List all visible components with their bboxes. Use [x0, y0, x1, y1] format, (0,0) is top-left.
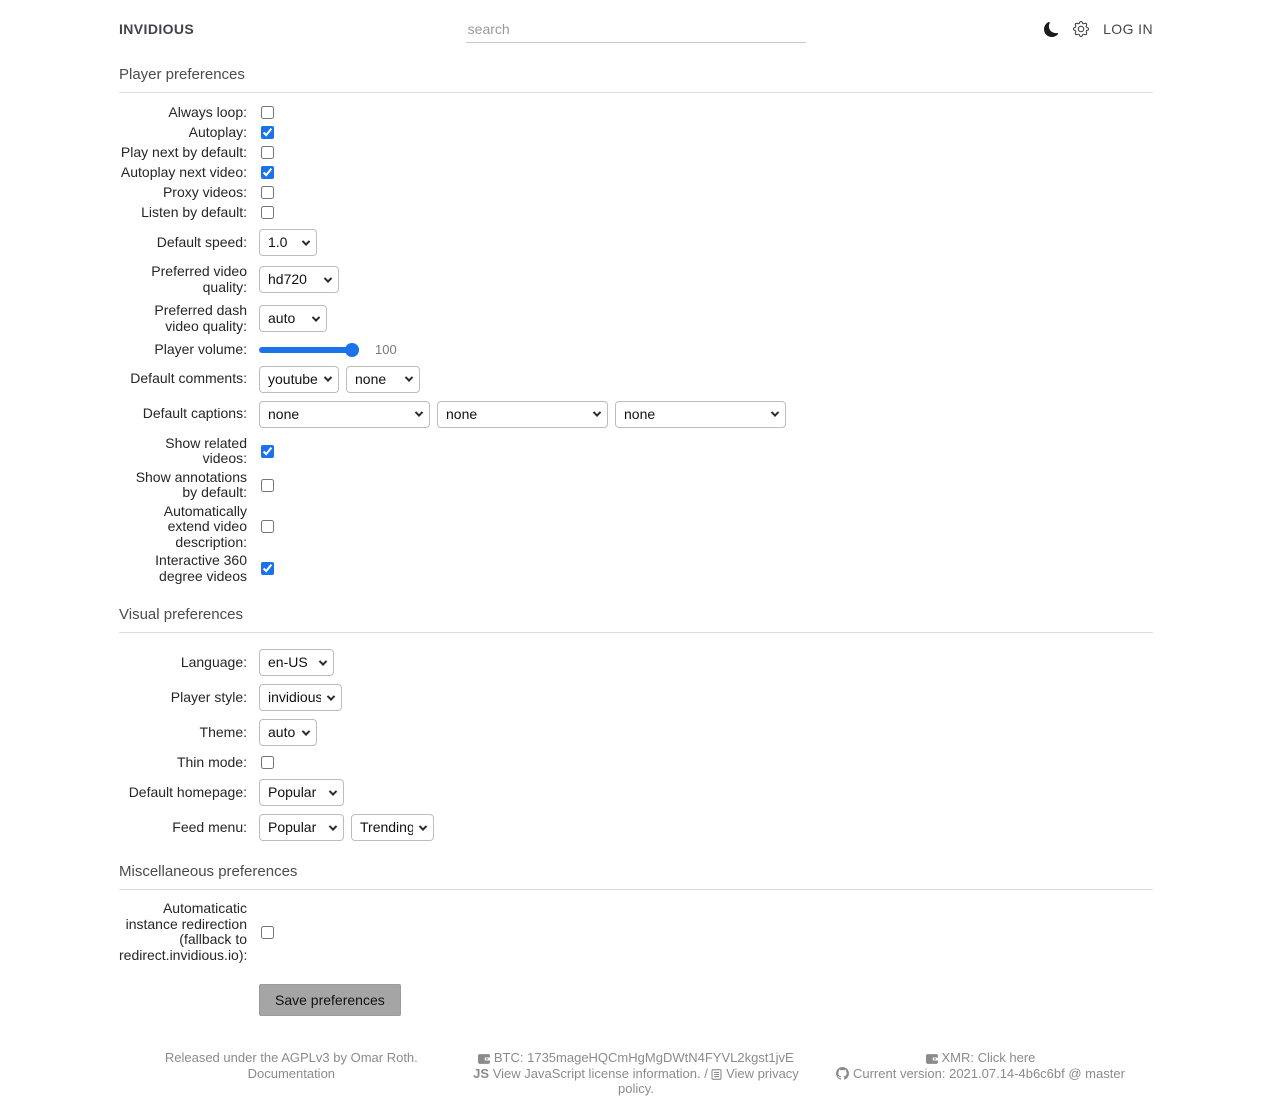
pref-row [119, 342, 1153, 358]
player-preferences-title: Player preferences [119, 66, 1153, 93]
privacy-policy-link[interactable]: View privacy policy. [618, 1065, 799, 1096]
pref-row [119, 164, 1153, 181]
annotations-checkbox[interactable] [261, 479, 274, 492]
always-loop-checkbox[interactable] [261, 106, 274, 119]
pref-row [119, 204, 1153, 221]
default-speed-select[interactable] [259, 229, 317, 256]
related-videos-checkbox[interactable] [261, 445, 274, 458]
pref-row [119, 264, 1153, 295]
proxy-videos-label: Proxy videos: [162, 183, 247, 200]
player-preferences-section [119, 93, 1153, 584]
gear-icon[interactable] [1073, 21, 1089, 37]
pref-row [119, 553, 1153, 584]
player-volume-label: Player volume: [154, 341, 247, 357]
pref-row [119, 436, 1153, 467]
xmr-click-here-link[interactable]: Click here [977, 1050, 1036, 1065]
login-link[interactable]: LOG IN [1103, 21, 1153, 37]
pref-row [119, 184, 1153, 201]
pref-row [119, 754, 1153, 771]
default-homepage-label: Default homepage: [128, 783, 247, 800]
play-next-checkbox[interactable] [261, 146, 274, 159]
default-captions-select-1[interactable] [259, 401, 430, 428]
footer-left-column [119, 1050, 464, 1097]
pref-row [119, 229, 1153, 256]
invidious-logo[interactable]: INVIDIOUS [119, 21, 195, 37]
player-volume-slider[interactable] [259, 347, 359, 353]
thin-mode-checkbox[interactable] [261, 756, 274, 769]
default-captions-select-3[interactable] [615, 401, 786, 428]
theme-label: Theme: [199, 723, 247, 740]
footer-middle-column [464, 1050, 809, 1097]
feed-menu-label: Feed menu: [172, 818, 247, 835]
default-comments-select-2[interactable] [346, 366, 420, 393]
pref-row [119, 719, 1153, 746]
vr-mode-checkbox[interactable] [261, 562, 274, 575]
pref-row [119, 470, 1153, 501]
default-captions-label: Default captions: [142, 405, 247, 422]
autoplay-label: Autoplay: [188, 123, 247, 140]
version-label: Current version: [852, 1065, 946, 1081]
footer-separator: / [704, 1065, 708, 1081]
thin-mode-label: Thin mode: [176, 753, 247, 770]
pref-row [119, 124, 1153, 141]
footer [119, 1050, 1153, 1117]
privacy-doc-icon [711, 1066, 722, 1081]
preferred-quality-label: Preferred video quality: [151, 263, 247, 295]
wallet-icon [926, 1050, 938, 1065]
related-videos-label: Show related videos: [165, 434, 247, 466]
misc-preferences-title: Miscellaneous preferences [119, 863, 1153, 890]
default-comments-label: Default comments: [130, 370, 247, 387]
feed-menu-select-2[interactable] [351, 814, 434, 841]
extend-desc-label: Automatically extend video description: [163, 502, 247, 550]
pref-row [119, 144, 1153, 161]
pref-row [119, 649, 1153, 676]
listen-default-label: Listen by default: [141, 203, 247, 220]
default-comments-select-1[interactable] [259, 366, 339, 393]
visual-preferences-section [119, 633, 1153, 841]
listen-default-checkbox[interactable] [261, 206, 274, 219]
pref-row [119, 401, 1153, 428]
language-label: Language: [180, 653, 247, 670]
search-area [464, 16, 809, 43]
theme-select[interactable] [259, 719, 317, 746]
wallet-icon [478, 1050, 490, 1065]
header-controls [808, 21, 1153, 37]
proxy-videos-checkbox[interactable] [261, 186, 274, 199]
github-icon [836, 1066, 849, 1081]
feed-menu-select-1[interactable] [259, 814, 344, 841]
license-text: Released under the AGPLv3 by Omar Roth. [164, 1050, 418, 1065]
top-navbar [119, 14, 1153, 44]
pref-row [119, 684, 1153, 711]
save-preferences-button[interactable]: Save preferences [259, 984, 401, 1016]
moon-icon[interactable] [1044, 22, 1059, 37]
pref-row [119, 104, 1153, 121]
default-homepage-select[interactable] [259, 779, 344, 806]
btc-label: BTC: [493, 1050, 524, 1065]
preferred-dash-quality-label: Preferred dash video quality: [154, 302, 247, 334]
pref-row [119, 901, 1153, 963]
extend-desc-checkbox[interactable] [261, 520, 274, 533]
footer-right-column [808, 1050, 1153, 1097]
annotations-label: Show annotations by default: [135, 468, 247, 500]
language-select[interactable] [259, 649, 334, 676]
autoplay-checkbox[interactable] [261, 126, 274, 139]
always-loop-label: Always loop: [168, 103, 247, 120]
xmr-label: XMR: [941, 1050, 974, 1065]
search-input[interactable] [466, 16, 807, 43]
pref-row [119, 303, 1153, 334]
auto-redirect-checkbox[interactable] [261, 926, 274, 939]
player-style-label: Player style: [170, 688, 247, 705]
misc-preferences-section [119, 890, 1153, 1016]
js-license-link[interactable]: View JavaScript license information. [492, 1065, 701, 1081]
player-style-select[interactable] [259, 684, 342, 711]
play-next-label: Play next by default: [120, 143, 247, 160]
autoplay-next-checkbox[interactable] [261, 166, 274, 179]
auto-redirect-label: Automaticatic instance redirection (fallback to redirect.invidious.io): [119, 900, 248, 963]
vr-mode-label: Interactive 360 degree videos [155, 552, 247, 584]
default-speed-label: Default speed: [156, 233, 247, 250]
preferred-dash-quality-select[interactable] [259, 305, 327, 332]
pref-row [119, 504, 1153, 551]
visual-preferences-title: Visual preferences [119, 606, 1153, 633]
default-captions-select-2[interactable] [437, 401, 608, 428]
preferred-quality-select[interactable] [259, 266, 339, 293]
logo-area [119, 21, 464, 37]
documentation-link[interactable]: Documentation [247, 1065, 336, 1081]
pref-row [119, 366, 1153, 393]
pref-row [119, 779, 1153, 806]
btc-address: 1735mageHQCmHgMgDWtN4FYVL2kgst1jvE [527, 1050, 794, 1065]
version-value-link[interactable]: 2021.07.14-4b6c6bf @ master [949, 1065, 1125, 1081]
pref-row [119, 814, 1153, 841]
js-icon: JS [473, 1065, 490, 1081]
autoplay-next-label: Autoplay next video: [120, 163, 247, 180]
page-container [119, 0, 1153, 1117]
player-volume-value: 100 [375, 342, 397, 358]
